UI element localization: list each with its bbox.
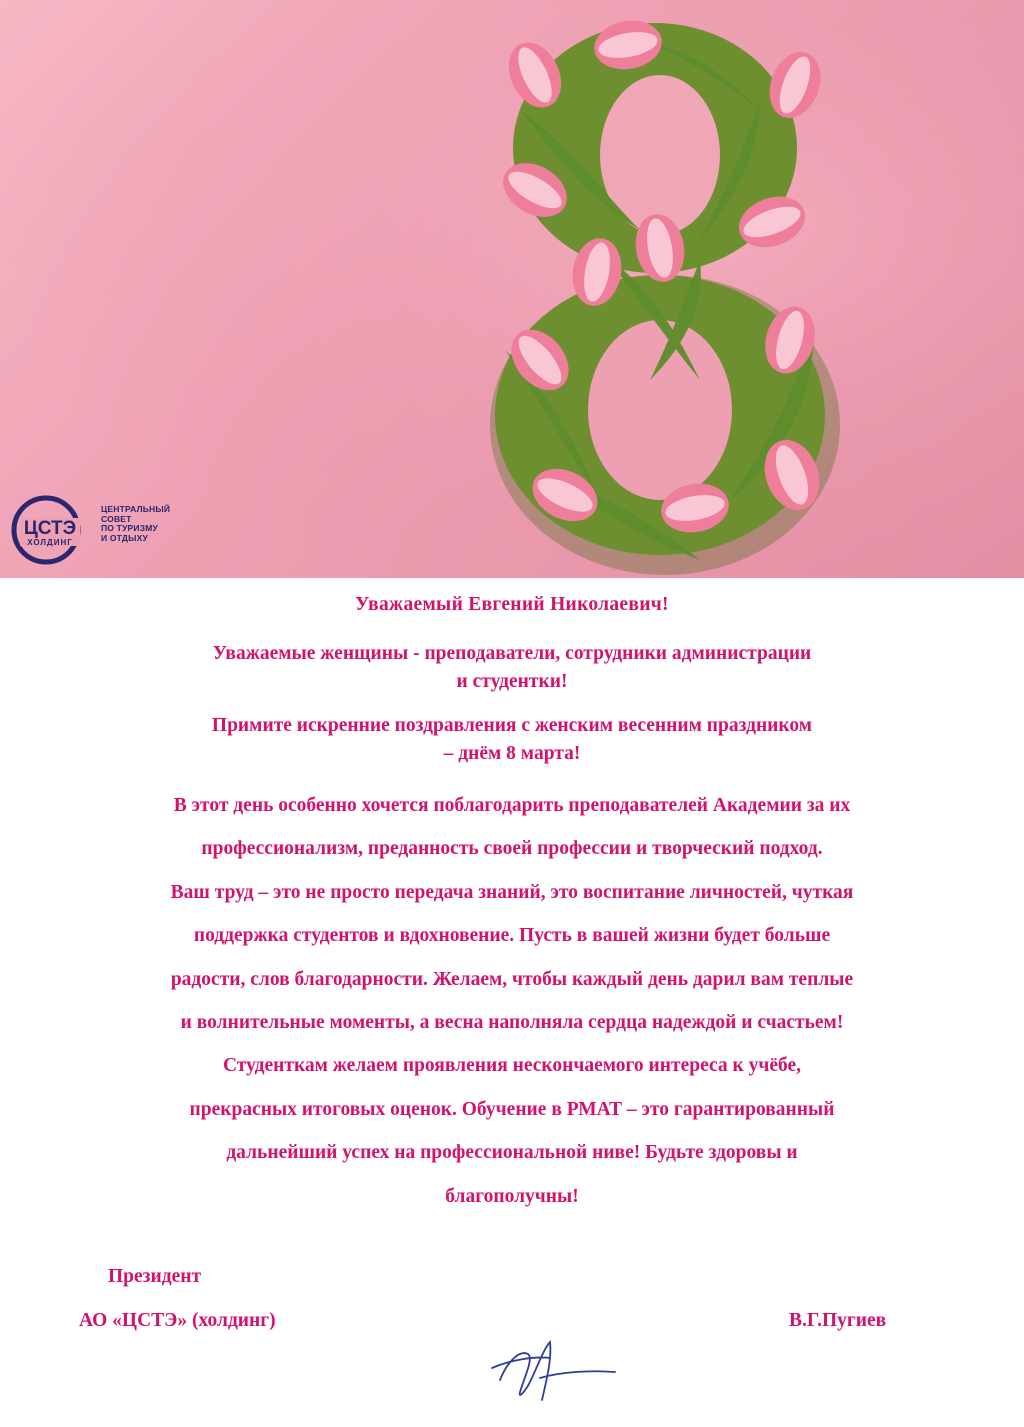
letter-address	[0, 640, 1024, 696]
letter-body-line: и волнительные моменты, а весна наполняла сердца надеждой и счастьем!	[180, 1012, 844, 1034]
letter-address-line: и студентки!	[456, 671, 568, 692]
holiday-banner	[0, 0, 1024, 578]
letter-body-line: радости, слов благодарности. Желаем, чтобы каждый день дарил вам теплые	[170, 968, 854, 990]
cste-logo	[8, 495, 188, 565]
letter-congratulation-line: Примите искренние поздравления с женским весенним праздником	[211, 715, 813, 736]
letter-address-line: Уважаемые женщины - преподаватели, сотрудники администрации	[212, 643, 812, 664]
logo-caption-line: ПО ТУРИЗМУ	[101, 523, 159, 533]
signatory-title: Президент	[108, 1266, 202, 1287]
signatory-organization: АО «ЦСТЭ» (холдинг)	[79, 1310, 276, 1331]
logo-caption-line: ЦЕНТРАЛЬНЫЙ	[101, 504, 171, 514]
letter-body-line: В этот день особенно хочется поблагодарить преподавателей Академии за их	[173, 795, 851, 816]
letter-body-line: поддержка студентов и вдохновение. Пусть в вашей жизни будет больше	[193, 925, 831, 947]
handwritten-signature	[480, 1320, 620, 1420]
svg-text:ЦСТЭ: ЦСТЭ	[23, 518, 77, 539]
letter-body-line: дальнейший успех на профессиональной ниве! Будьте здоровы и	[226, 1142, 798, 1164]
cste-logo-mark	[8, 495, 92, 565]
letter-congratulation	[0, 712, 1024, 768]
svg-text:ХОЛДИНГ: ХОЛДИНГ	[27, 538, 73, 547]
letter-body-line: Ваш труд – это не просто передача знаний, это воспитание личностей, чуткая	[170, 881, 854, 903]
eight-tulips-illustration	[0, 0, 1024, 578]
letter-congratulation-line: – днём 8 марта!	[443, 743, 581, 764]
cste-logo-caption	[101, 505, 170, 543]
logo-caption-line: СОВЕТ	[101, 513, 132, 524]
letter-body-line: профессионализм, преданность своей профессии и творческий подход.	[201, 838, 823, 860]
letter-body-line: прекрасных итоговых оценок. Обучение в РМАТ – это гарантированный	[189, 1098, 835, 1120]
letter-body	[0, 784, 1024, 1218]
letter-body-line: Студенткам желаем проявления нескончаемого интереса к учёбе,	[222, 1055, 802, 1077]
letter-greeting: Уважаемый Евгений Николаевич!	[355, 594, 669, 615]
letter-body-line: благополучны!	[445, 1185, 579, 1207]
logo-caption-line: И ОТДЫХУ	[101, 532, 148, 543]
signatory-name: В.Г.Пугиев	[789, 1310, 887, 1331]
